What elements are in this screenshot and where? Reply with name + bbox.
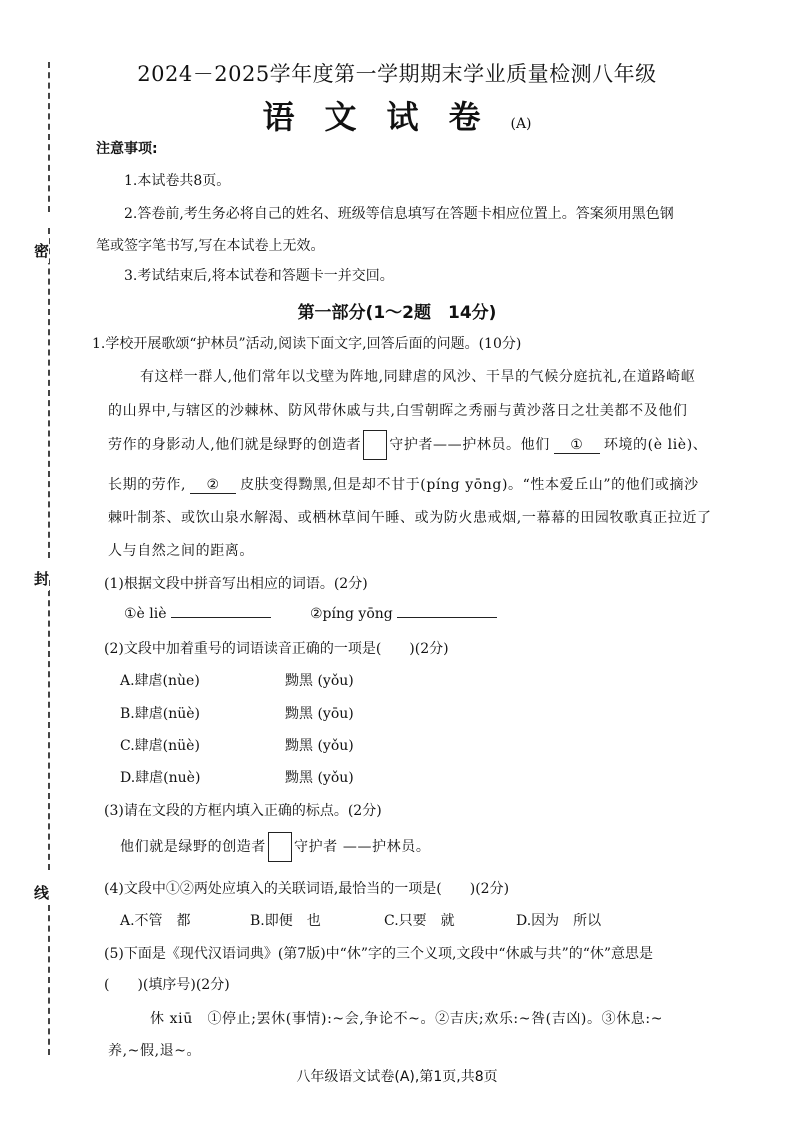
passage-line-4	[108, 474, 699, 494]
notice-item-2-line-1: 2.答卷前,考生务必将自己的姓名、班级等信息填写在答题卡相应位置上。答案须用黑色钢	[124, 206, 674, 222]
version-label: (A)	[510, 116, 532, 132]
sub1-answer-a	[124, 606, 271, 622]
binding-line-low	[48, 580, 50, 870]
binding-line-mid	[48, 228, 50, 558]
sub2-option-a-2: 黝黑 (yǒu)	[285, 673, 354, 689]
notice-item-3: 3.考试结束后,将本试卷和答题卡一并交回。	[124, 268, 394, 284]
sub4-option-c: C.只要 就	[384, 913, 455, 929]
passage-line-1: 有这样一群人,他们常年以戈壁为阵地,同肆虐的风沙、干旱的气候分庭抗礼,在道路崎岖	[140, 369, 696, 385]
passage-line-4-a: 长期的劳作,	[108, 477, 187, 493]
sub2-option-b-1: B.肆虐(nüè)	[120, 706, 200, 722]
sub2-option-d-1: D.肆虐(nuè)	[120, 770, 201, 786]
passage-line-4-b: 皮肤变得黝黑,但是却不甘于(píng yōng)。“性本爱丘山”的他们或摘沙	[240, 477, 699, 493]
notice-item-2-line-2: 笔或签字笔书写,写在本试卷上无效。	[96, 238, 325, 254]
sub3-sentence-a: 他们就是绿野的创造者	[120, 839, 266, 855]
sub4-option-a: A.不管 都	[120, 913, 191, 929]
sub3-question: (3)请在文段的方框内填入正确的标点。(2分)	[104, 803, 382, 819]
sub1-answer-line-b[interactable]	[397, 617, 497, 618]
sub4-option-d: D.因为 所以	[516, 913, 602, 929]
sub4-option-b: B.即便 也	[250, 913, 321, 929]
page-footer: 八年级语文试卷(A),第1页,共8页	[296, 1069, 498, 1085]
notice-item-1: 1.本试卷共8页。	[124, 173, 231, 189]
sub5-question-line-2: ( )(填序号)(2分)	[104, 977, 230, 993]
passage-line-3-c: 环境的(è liè)、	[603, 437, 708, 453]
notice-heading: 注意事项:	[96, 141, 158, 157]
sub2-question: (2)文段中加着重号的词语读音正确的一项是( )(2分)	[104, 641, 449, 657]
seal-char-xian: 线	[34, 880, 49, 905]
sub5-question-line-1: (5)下面是《现代汉语词典》(第7版)中“休”字的三个义项,文段中“休戚与共”的“休”意思是	[104, 946, 654, 962]
passage-line-5: 棘叶制茶、或饮山泉水解渴、或栖林草间午睡、或为防火患戒烟,一幕幕的田园牧歌真正拉近了	[108, 510, 712, 526]
sub1-pinyin-b: ②píng yōng	[310, 606, 393, 622]
passage-line-2: 的山界中,与辖区的沙棘林、防风带休戚与共,白雪朝晖之秀丽与黄沙落日之壮美都不及他们	[108, 403, 688, 419]
sub5-definition-line-2: 养,~假,退~。	[108, 1043, 202, 1059]
sub4-question: (4)文段中①②两处应填入的关联词语,最恰当的一项是( )(2分)	[104, 881, 510, 897]
sub5-definition-line-1: 休 xiū ①停止;罢休(事情):~会,争论不~。②吉庆;欢乐:~咎(吉凶)。③休息:~	[150, 1011, 664, 1027]
sub1-question: (1)根据文段中拼音写出相应的词语。(2分)	[104, 576, 368, 592]
sub2-option-d-2: 黝黑 (yǒu)	[285, 770, 354, 786]
passage-line-3	[108, 430, 707, 460]
sub3-sentence	[120, 832, 430, 862]
subject-title	[0, 92, 794, 138]
exam-title: 2024－2025学年度第一学期期末学业质量检测八年级	[137, 62, 657, 86]
sub2-option-b-2: 黝黑 (yōu)	[285, 706, 354, 722]
binding-line-bottom	[48, 905, 50, 1055]
sub1-answer-b	[310, 606, 497, 622]
part1-title: 第一部分(1～2题 14分)	[297, 303, 497, 323]
blank-1[interactable]: ①	[554, 437, 600, 454]
sub2-option-c-2: 黝黑 (yǒu)	[285, 738, 354, 754]
sub3-punctuation-box[interactable]	[268, 832, 292, 862]
sub1-answer-line-a[interactable]	[171, 617, 271, 618]
seal-char-feng: 封	[34, 566, 49, 591]
sub1-pinyin-a: ①è liè	[124, 606, 167, 622]
sub3-sentence-b: 守护者 ——护林员。	[294, 839, 431, 855]
passage-line-3-a: 劳作的身影动人,他们就是绿野的创造者	[108, 437, 362, 453]
seal-char-mi: 密	[34, 238, 49, 263]
sub2-option-c-1: C.肆虐(nüè)	[120, 738, 200, 754]
passage-line-3-b: 守护者——护林员。他们	[389, 437, 550, 453]
punctuation-box[interactable]	[363, 430, 387, 460]
subject-name: 语文试卷	[262, 98, 511, 136]
blank-2[interactable]: ②	[190, 477, 236, 494]
q1-stem: 1.学校开展歌颂“护林员”活动,阅读下面文字,回答后面的问题。(10分)	[92, 336, 522, 352]
passage-line-6: 人与自然之间的距离。	[108, 543, 254, 559]
sub2-option-a-1: A.肆虐(nùe)	[120, 673, 200, 689]
